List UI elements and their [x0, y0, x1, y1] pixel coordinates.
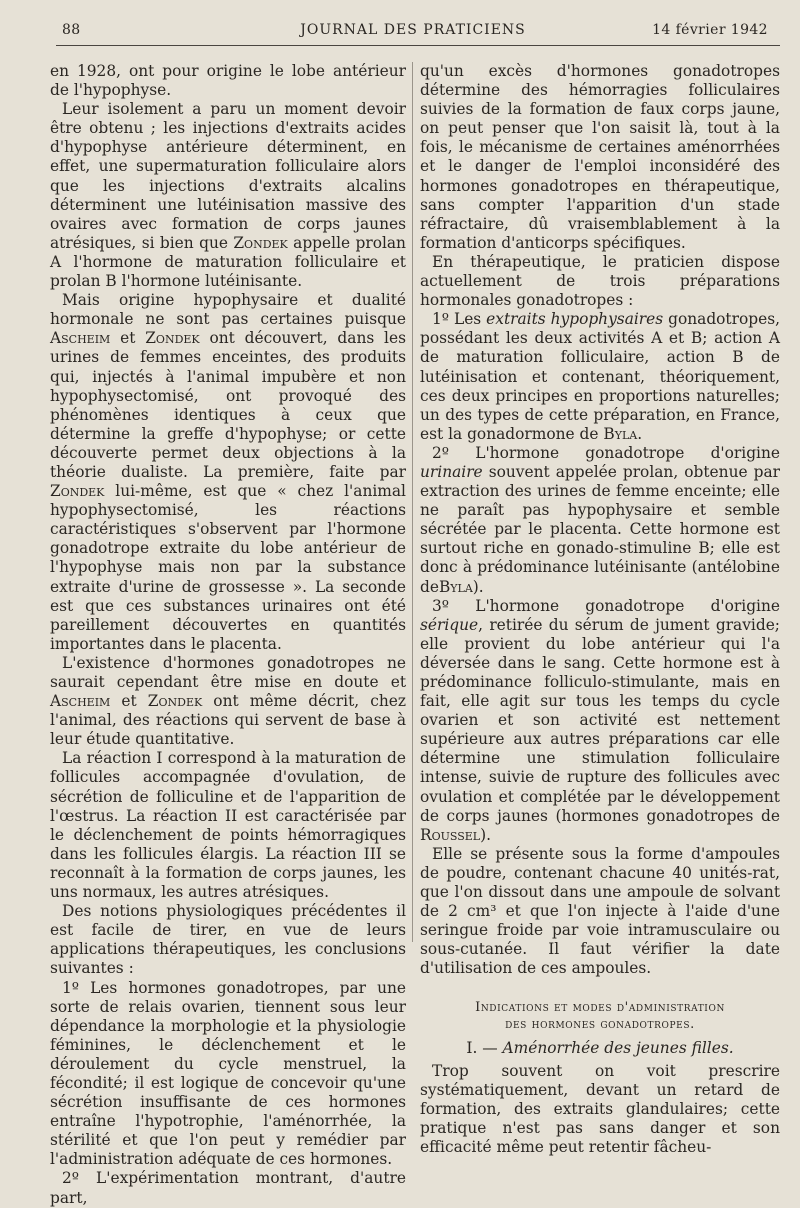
paragraph: Des notions physiologiques précédentes il est facile de tirer, en vue de leurs applications thérapeutiques, les conclusions suivantes :	[50, 902, 406, 978]
page-header	[52, 18, 774, 44]
author-name: Zondek	[145, 329, 200, 348]
author-name: Roussel	[420, 825, 481, 844]
section-heading: Indications et modes d'administration des hormones gonadotropes.	[475, 999, 725, 1032]
paragraph: 3º L'hormone gonadotrope d'origine sérique, retirée du sérum de jument gravide; elle provient du lobe antérieur qui l'a déversée dans le sang. Cette hormone est à prédominance folliculo-stimulante, mais en fait, elle agit sur tous les temps du cycle ovarien et son activité est nettement supérieure aux autres préparations car elle détermine une stimulation folliculaire intense, suivie de rupture des follicules avec ovulation et complétée par le développement de corps jaunes (hormones gonadotropes de Roussel).	[420, 596, 780, 844]
paragraph: qu'un excès d'hormones gonadotropes détermine des hémorragies folliculaires suivies de la formation de faux corps jaune, on peut penser que l'on saisit là, tout à la fois, le mécanisme de certaines aménorrhées et le danger de l'emploi inconsidéré des hormones gonadotropes en thérapeutique, sans compter l'apparition d'un stade réfractaire, dû vraisemblablement à la formation d'anticorps spécifiques.	[420, 62, 780, 252]
author-name: Zondek	[50, 482, 105, 501]
author-name: Ascheim	[50, 329, 111, 348]
paragraph: 1º Les hormones gonadotropes, par une sorte de relais ovarien, tiennent sous leur dépendance la morphologie et la physiologie féminines, le déclenchement et le déroulement du cycle menstruel, la fécondité; il est logique de concevoir qu'une sécrétion insuffisante de ces hormones entraîne l'hypotrophie, l'aménorrhée, la stérilité et que l'on peut y remédier par l'administration adéquate de ces hormones.	[50, 978, 406, 1169]
paragraph: En thérapeutique, le praticien dispose actuellement de trois préparations hormonales gonadotropes :	[420, 252, 780, 310]
column-divider	[412, 62, 413, 942]
paragraph: 2º L'hormone gonadotrope d'origine urinaire souvent appelée prolan, obtenue par extraction des urines de femme enceinte; elle ne paraît pas hypophysaire et semble sécrétée par le placenta. Cette hormone est surtout riche en gonado-stimuline B; elle est donc à prédominance lutéinisante (antélobine deByla).	[420, 443, 780, 596]
author-name: Byla	[438, 577, 473, 596]
author-name: Ascheim	[50, 692, 111, 711]
author-name: Zondek	[147, 692, 203, 711]
paragraph: en 1928, ont pour origine le lobe antérieur de l'hypophyse.	[50, 62, 406, 100]
page-number: 88	[62, 22, 81, 38]
emphasis: sérique	[420, 615, 479, 634]
paragraph: L'existence d'hormones gonadotropes ne saurait cependant être mise en doute et Ascheim et Zondek ont même décrit, chez l'animal, des réactions qui servent de base à leur étude quantitative.	[50, 653, 406, 749]
journal-title: JOURNAL DES PRATICIENS	[300, 22, 526, 38]
left-column	[50, 62, 406, 1208]
paragraph: Leur isolement a paru un moment devoir être obtenu ; les injections d'extraits acides d'hypophyse antérieure déterminent, en effet, une supermaturation folliculaire alors que les injections d'extraits alcalins déterminent une lutéinisation massive des ovaires avec formation de corps jaunes atrésiques, si bien que Zondek appelle prolan A l'hormone de maturation folliculaire et prolan B l'hormone lutéinisante.	[50, 100, 406, 291]
paragraph: Trop souvent on voit prescrire systématiquement, devant un retard de formation, des extraits glandulaires; cette pratique n'est pas sans danger et son efficacité même peut retentir fâcheu-	[420, 1061, 780, 1156]
paragraph: Mais origine hypophysaire et dualité hormonale ne sont pas certaines puisque Ascheim et Zondek ont découvert, dans les urines de femmes enceintes, des produits qui, injectés à l'animal impubère et non hypophysectomisé, ont provoqué des phénomènes identiques à ceux que détermine la greffe d'hypophyse; or cette découverte permet deux objections à la théorie dualiste. La première, faite par Zondek lui-même, est que « chez l'animal hypophysectomisé, les réactions caractéristiques s'observent par l'hormone gonadotrope extraite du lobe antérieur de l'hypophyse mais non par la substance extraite d'urine de grossesse ». La seconde est que ces substances urinaires ont été pareillement découvertes en quantités importantes dans le placenta.	[50, 291, 406, 653]
paragraph: 2º L'expérimentation montrant, d'autre part,	[50, 1169, 406, 1207]
paragraph: Elle se présente sous la forme d'ampoules de poudre, contenant chacune 40 unités-rat, que l'on dissout dans une ampoule de solvant de 2 cm³ et que l'on injecte à l'aide d'une seringue froide par voie intramusculaire ou sous-cutanée. Il faut vérifier la date d'utilisation de ces ampoules.	[420, 844, 780, 978]
author-name: Byla	[603, 424, 638, 443]
emphasis: extraits hypophysaires	[486, 310, 664, 329]
author-name: Zondek	[233, 233, 288, 252]
paragraph: La réaction I correspond à la maturation de follicules accompagnée d'ovulation, de sécrétion de folliculine et de l'apparition de l'œstrus. La réaction II est caractérisée par le déclenchement de points hémorragiques dans les follicules élargis. La réaction III se reconnaît à la formation de corps jaunes, les uns normaux, les autres atrésiques.	[50, 749, 406, 902]
emphasis: urinaire	[420, 462, 483, 481]
subsection-title: I. — Aménorrhée des jeunes filles.	[466, 1038, 734, 1057]
header-rule	[56, 45, 780, 46]
paragraph: 1º Les extraits hypophysaires gonadotropes, possédant les deux activités A et B; action A de maturation folliculaire, action B de lutéinisation et contenant, théoriquement, ces deux principes en proportions naturelles; un des types de cette préparation, en France, est la gonadormone de Byla.	[420, 310, 780, 443]
issue-date: 14 février 1942	[652, 22, 768, 38]
right-column	[420, 62, 780, 1157]
